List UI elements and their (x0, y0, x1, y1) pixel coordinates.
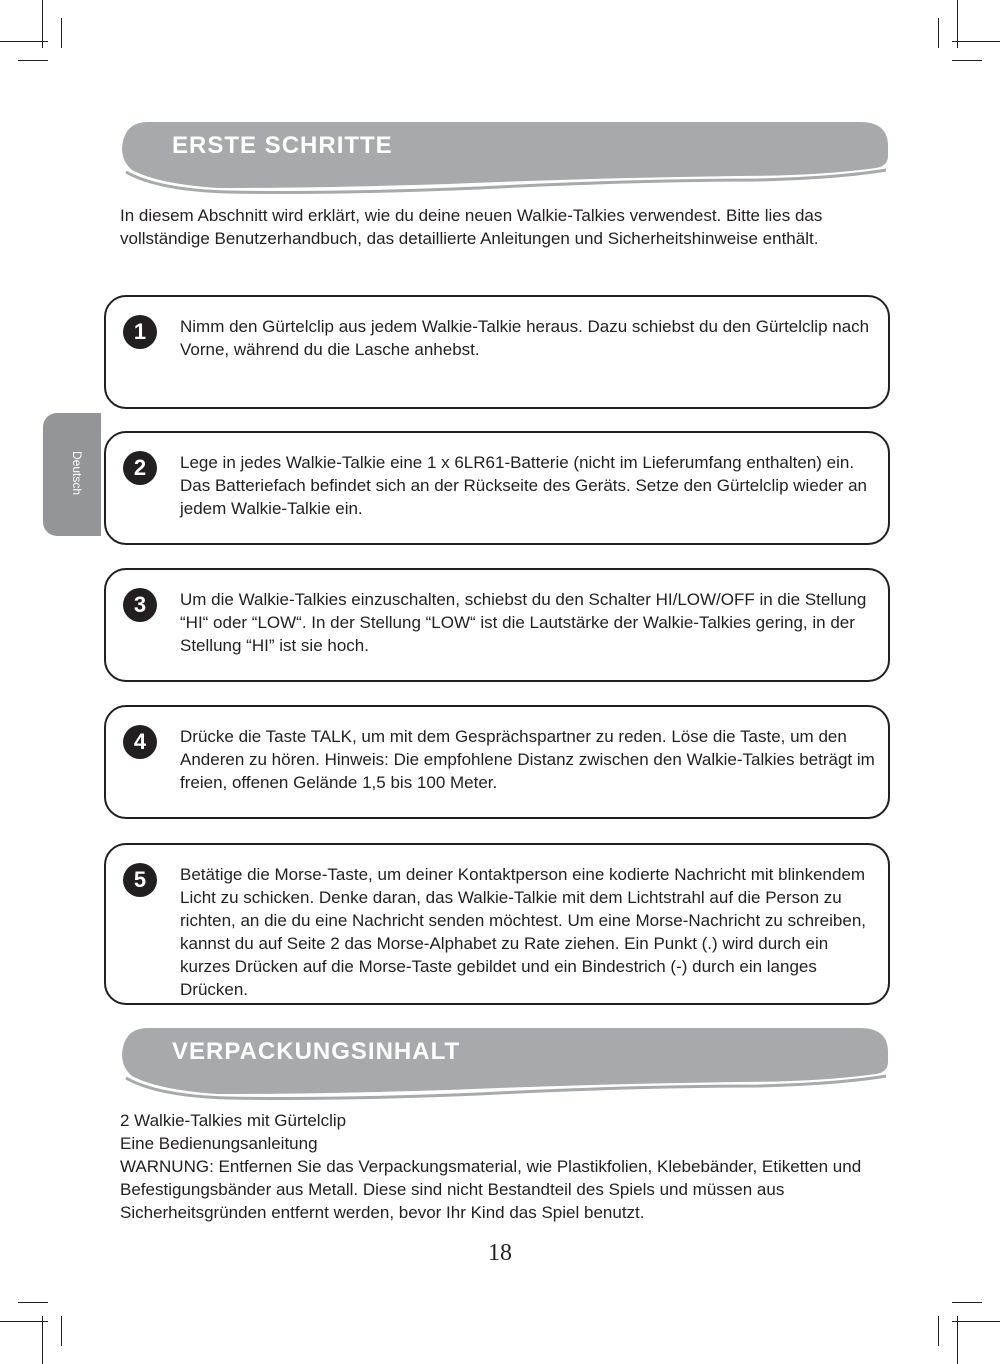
step-number-badge: 2 (123, 451, 157, 485)
step-text: Lege in jedes Walkie-Talkie eine 1 x 6LR61-Batterie (nicht im Lieferumfang enthalten) ein. Das Batteriefach befindet sich an der Rückseite des Geräts. Setze den Gürtelclip wieder an jedem Walkie-Talkie ein. (180, 453, 867, 518)
list-item: 2 Walkie-Talkies mit Gürtelclip (120, 1111, 347, 1130)
step-box (104, 295, 890, 409)
section-title: VERPACKUNGSINHALT (172, 1038, 461, 1065)
step-number-badge: 4 (123, 725, 157, 759)
crop-mark (957, 1316, 958, 1364)
warning-text: WARNUNG: Entfernen Sie das Verpackungsmaterial, wie Plastikfolien, Klebebänder, Etiketten und Befestigungsbänder aus Metall. Diese sind nicht Bestandteil des Spiels und müssen aus Sicherheitsgründen entfernt werden, bevor Ihr Kind das Spiel benutzt. (120, 1157, 862, 1222)
crop-mark (952, 60, 982, 61)
crop-mark (0, 1321, 48, 1322)
section-banner-getting-started (118, 118, 894, 198)
crop-mark (957, 0, 958, 48)
step-box (104, 705, 890, 819)
crop-mark (952, 41, 1000, 42)
section-banner-package-contents (118, 1024, 894, 1104)
crop-mark (18, 60, 48, 61)
step-number-badge: 3 (123, 588, 157, 622)
step-box (104, 431, 890, 545)
crop-mark (952, 1321, 1000, 1322)
step-number-badge: 1 (123, 315, 157, 349)
step-text: Um die Walkie-Talkies einzuschalten, schiebst du den Schalter HI/LOW/OFF in die Stellung “HI“ oder “LOW“. In der Stellung “LOW“ ist die Lautstärke der Walkie-Talkies gering, in der Stellung “HI” ist sie hoch. (180, 590, 867, 655)
crop-mark (61, 18, 62, 48)
step-box (104, 843, 890, 1005)
crop-mark (42, 0, 43, 48)
crop-mark (938, 1316, 939, 1346)
intro-paragraph: In diesem Abschnitt wird erklärt, wie du deine neuen Walkie-Talkies verwendest. Bitte lies das vollständige Benutzerhandbuch, das detaillierte Anleitungen und Sicherheitshinweise enthält. (120, 206, 823, 248)
crop-mark (952, 1302, 982, 1303)
step-text: Betätige die Morse-Taste, um deiner Kontaktperson eine kodierte Nachricht mit blinkendem Licht zu schicken. Denke daran, das Walkie-Talkie mit dem Lichtstrahl auf die Person zu richten, an die du eine Nachricht senden möchtest. Um eine Morse-Nachricht zu schreiben, kannst du auf Seite 2 das Morse-Alphabet zu Rate ziehen. Ein Punkt (.) wird durch ein kurzes Drücken auf die Morse-Taste gebildet und ein Bindestrich (-) durch ein langes Drücken. (180, 865, 867, 999)
crop-mark (18, 1302, 48, 1303)
language-tab (43, 413, 101, 536)
step-box (104, 568, 890, 682)
section-title: ERSTE SCHRITTE (172, 132, 393, 159)
page-number: 18 (488, 1240, 512, 1266)
crop-mark (0, 41, 48, 42)
step-text: Drücke die Taste TALK, um mit dem Gesprächspartner zu reden. Löse die Taste, um den Anderen zu hören. Hinweis: Die empfohlene Distanz zwischen den Walkie-Talkies beträgt im freien, offenen Gelände 1,5 bis 100 Meter. (180, 727, 875, 792)
crop-mark (42, 1316, 43, 1364)
step-number-badge: 5 (123, 863, 157, 897)
crop-mark (61, 1316, 62, 1346)
list-item: Eine Bedienungsanleitung (120, 1134, 318, 1153)
step-text: Nimm den Gürtelclip aus jedem Walkie-Talkie heraus. Dazu schiebst du den Gürtelclip nach Vorne, während du die Lasche anhebst. (180, 317, 870, 359)
package-contents-list (120, 1109, 880, 1224)
language-tab-label: Deutsch (70, 450, 84, 496)
crop-mark (938, 18, 939, 48)
